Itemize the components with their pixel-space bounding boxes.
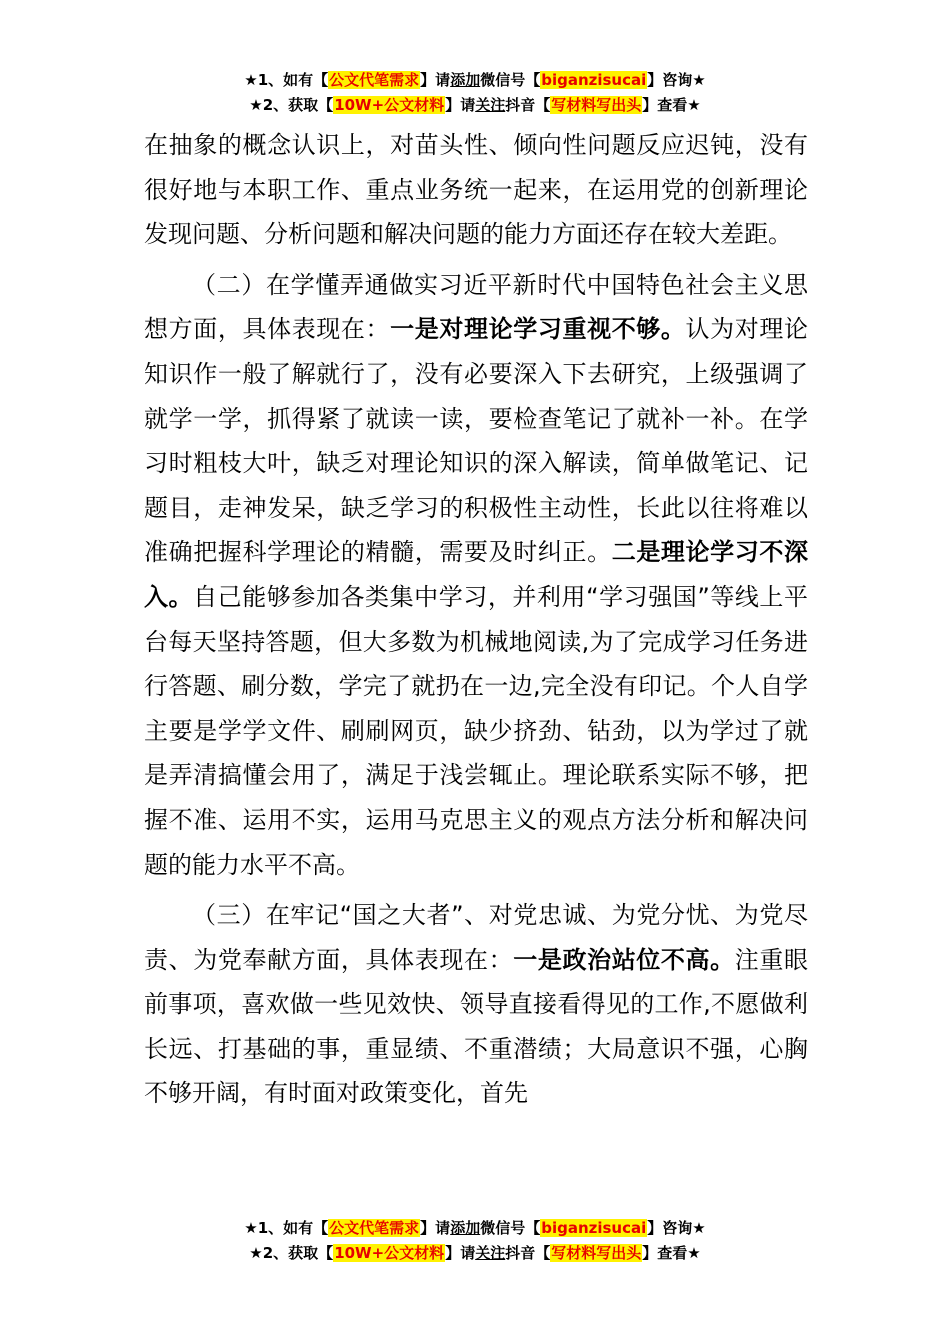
paragraph-1: 在抽象的概念认识上，对苗头性、倾向性问题反应迟钝，没有很好地与本职工作、重点业务统一起来，在运用党的创新理论发现问题、分析问题和解决问题的能力方面还存在较大差距。 (144, 131, 808, 249)
document-body (144, 123, 808, 1116)
highlight-wechat-id: biganzisucai (541, 1219, 647, 1237)
header-banner (0, 68, 950, 118)
footer-banner-line-1: ★1、如有【公文代笔需求】请添加微信号【biganzisucai】咨询★ (244, 1219, 706, 1237)
highlight-materials: 10W+公文材料 (334, 96, 445, 114)
header-banner-line-2: ★2、获取【10W+公文材料】请关注抖音【写材料写出头】查看★ (249, 96, 701, 114)
highlight-douyin: 写材料写出头 (551, 1244, 642, 1262)
highlight-ghostwriting: 公文代笔需求 (329, 71, 420, 89)
paragraph-3: （三）在牢记“国之大者”、对党忠诚、为党分忧、为党尽责、为党奉献方面，具体表现在：一是政治站位不高。注重眼前事项，喜欢做一些见效快、领导直接看得见的工作,不愿做利长远、打基础的事，重显绩、不重潜绩；大局意识不强，心胸不够开阔，有时面对政策变化，首先 (144, 901, 809, 1108)
bold-point-2: 二是理论学习不深入。 (144, 538, 809, 611)
bold-point-1: 一是对理论学习重视不够。 (390, 315, 686, 344)
footer-banner (0, 1216, 950, 1266)
footer-banner-line-2: ★2、获取【10W+公文材料】请关注抖音【写材料写出头】查看★ (249, 1244, 701, 1262)
highlight-wechat-id: biganzisucai (541, 71, 647, 89)
paragraph-2: （二）在学懂弄通做实习近平新时代中国特色社会主义思想方面，具体表现在：一是对理论学习重视不够。认为对理论知识作一般了解就行了，没有必要深入下去研究，上级强调了就学一学，抓得紧了就读一读，要检查笔记了就补一补。在学习时粗枝大叶，缺乏对理论知识的深入解读，简单做笔记、记题目，走神发呆，缺乏学习的积极性主动性，长此以往将难以准确把握科学理论的精髓，需要及时纠正。二是理论学习不深入。自己能够参加各类集中学习，并利用“学习强国”等线上平台每天坚持答题，但大多数为机械地阅读,为了完成学习任务进行答题、刷分数，学完了就扔在一边,完全没有印记。个人自学主要是学学文件、刷刷网页，缺少挤劲、钻劲，以为学过了就是弄清搞懂会用了，满足于浅尝辄止。理论联系实际不够，把握不准、运用不实，运用马克思主义的观点方法分析和解决问题的能力水平不高。 (144, 270, 809, 879)
highlight-ghostwriting: 公文代笔需求 (329, 1219, 420, 1237)
header-banner-line-1: ★1、如有【公文代笔需求】请添加微信号【biganzisucai】咨询★ (244, 71, 706, 89)
highlight-douyin: 写材料写出头 (551, 96, 642, 114)
bold-point-3: 一是政治站位不高。 (513, 945, 735, 974)
highlight-materials: 10W+公文材料 (334, 1244, 445, 1262)
